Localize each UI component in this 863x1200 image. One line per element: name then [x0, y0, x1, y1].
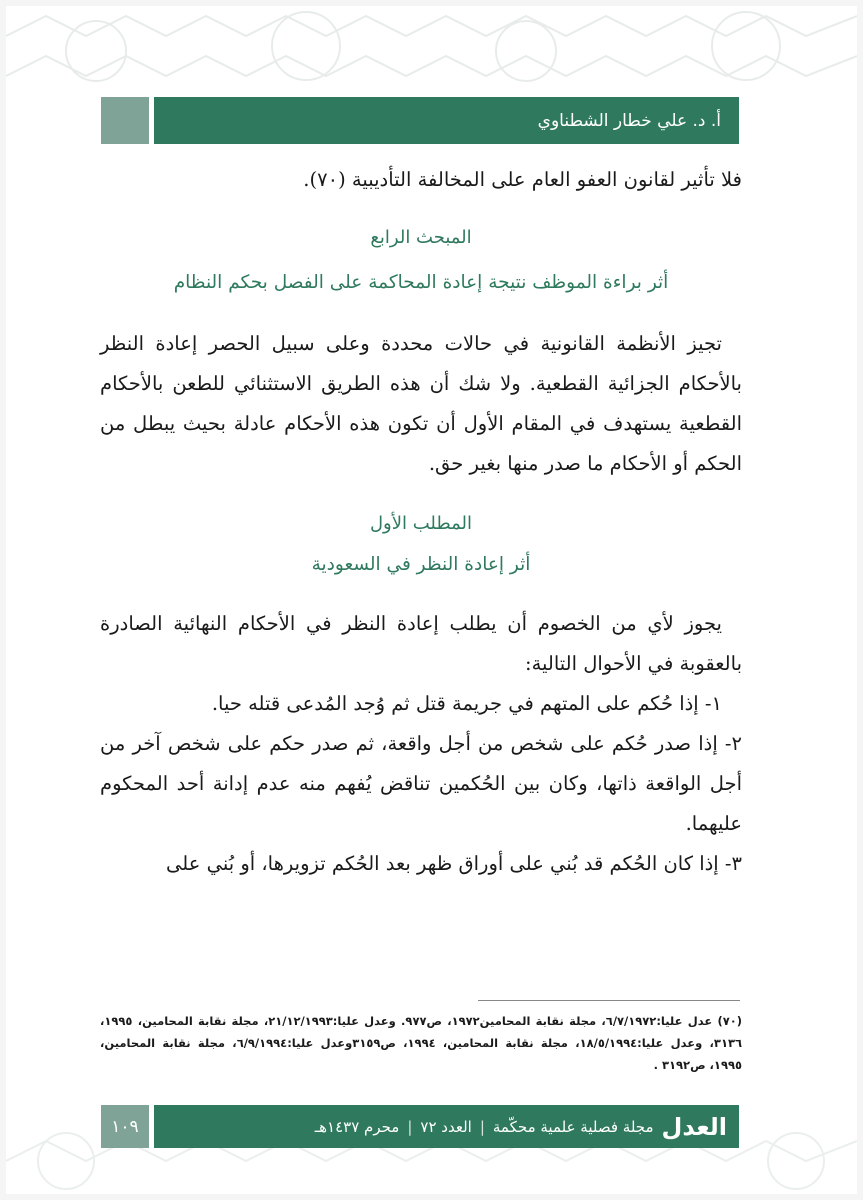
- section-subtitle: أثر براءة الموظف نتيجة إعادة المحاكمة على الفصل بحكم النظام: [173, 272, 669, 293]
- body-paragraph-1: تجيز الأنظمة القانونية في حالات محددة وعلى سبيل الحصر إعادة النظر بالأحكام الجزائية القطعية. ولا شك أن هذه الطريق الاستثنائي للطعن بالأحكام القطعية يستهدف في المقام الأول أن تكون هذه الأحكام عادلة بحيث يبطل من الحكم أو الأحكام ما صدر منها بغير حق.: [100, 332, 742, 475]
- footnote-separator: [478, 1000, 740, 1001]
- page-number: ١٠٩: [101, 1105, 149, 1148]
- page: [6, 6, 857, 1194]
- intro-paragraph: فلا تأثير لقانون العفو العام على المخالفة التأديبية (٧٠).: [303, 168, 742, 191]
- list-item-2: ٢- إذا صدر حُكم على شخص من أجل واقعة، ثم صدر حكم على شخص آخر من أجل الواقعة ذاتها، وكان بين الحُكمين تناقض يُفهم منه عدم إدانة أحد المحكوم عليهما.: [100, 732, 742, 835]
- issue-date: محرم ١٤٣٧هـ: [314, 1117, 400, 1136]
- issue-number: العدد ٧٢: [420, 1117, 472, 1136]
- list-item-3: ٣- إذا كان الحُكم قد بُني على أوراق ظهر بعد الحُكم تزويرها، أو بُني على: [166, 852, 742, 875]
- header-accent-square: [101, 97, 149, 144]
- subsection-title: المطلب الأول: [369, 513, 473, 534]
- footer-divider: |: [479, 1117, 485, 1136]
- author-name: أ. د. علي خطار الشطناوي: [537, 110, 721, 131]
- section-title: المبحث الرابع: [370, 227, 472, 248]
- list-item-1: ١- إذا حُكم على المتهم في جريمة قتل ثم وُجد المُدعى قتله حيا.: [211, 692, 722, 715]
- running-header: [154, 97, 739, 144]
- journal-brand: العدل: [661, 1112, 727, 1141]
- footnote: (٧٠) عدل عليا:٦/٧/١٩٧٢، مجلة نقابة المحامين١٩٧٢، ص٩٧٧. وعدل عليا:٢١/١٢/١٩٩٣، مجلة نقابة المحامين، ١٩٩٥، ٣١٣٦، وعدل عليا:١٨/٥/١٩٩٤، مجلة نقابة المحامين، ١٩٩٤، ص٣١٥٩وعدل عليا:٦/٩/١٩٩٤، مجلة نقابة المحامين، ١٩٩٥، ص٣١٩٢ .: [100, 1014, 743, 1072]
- journal-description: مجلة فصلية علمية محكّمة: [492, 1117, 654, 1136]
- footer-divider: |: [407, 1117, 413, 1136]
- subsection-subtitle: أثر إعادة النظر في السعودية: [311, 554, 531, 575]
- body-paragraph-2: يجوز لأي من الخصوم أن يطلب إعادة النظر في الأحكام النهائية الصادرة بالعقوبة في الأحوال التالية:: [100, 612, 742, 675]
- geometric-pattern-top: [6, 6, 857, 106]
- main-content: [100, 160, 742, 884]
- running-footer: [154, 1105, 739, 1148]
